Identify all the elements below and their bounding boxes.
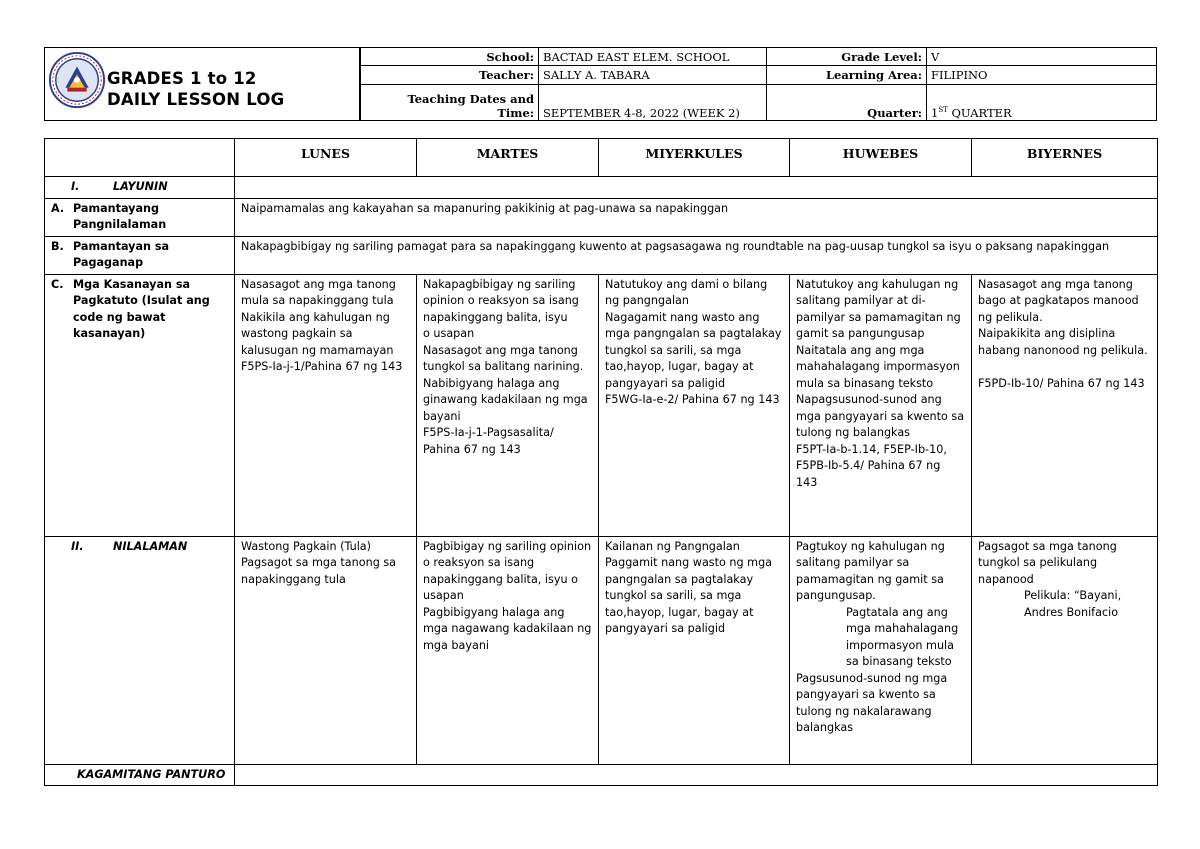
pamantayang-pangnilalaman-text: Naipamamalas ang kakayahan sa mapanuring pakikinig at pag-unawa sa napakinggan	[235, 198, 1158, 236]
kasanayan-miyerkules: Natutukoy ang dami o bilang ng pangngalan Nagagamit nang wasto ang mga pangngalan sa pagtalakay tungkol sa sarili, sa mga tao,hayop, lugar, bagay at pangyayari sa paligid F5WG-Ia-e-2/ Pahina 67 ng 143	[599, 274, 790, 536]
pamantayan-sa-pagaganap-label: B. Pamantayan sa Pagaganap	[45, 236, 235, 274]
nilalaman-biyernes: Pagsagot sa mga tanong tungkol sa pelikulang napanood Pelikula: “Bayani, Andres Bonifacio	[972, 536, 1158, 764]
header-title-block	[44, 47, 360, 121]
layunin-heading: I. LAYUNIN	[45, 177, 235, 199]
deped-seal-icon	[48, 51, 106, 109]
kasanayan-martes: Nakapagbibigay ng sariling opinion o reaksyon sa isang napakinggang balita, isyu o usapan Nasasagot ang mga tanong tungkol sa balitang narining. Nabibigyang halaga ang ginawang kadakilaan ng mga bayani F5PS-Ia-j-1-Pagsasalita/ Pahina 67 ng 143	[417, 274, 599, 536]
teacher-value: SALLY A. TABARA	[539, 66, 767, 84]
pamantayang-pangnilalaman-row	[45, 198, 1158, 236]
nilalaman-row	[45, 536, 1158, 764]
quarter-label: Quarter:	[767, 84, 927, 121]
title-line-1: GRADES 1 to 12	[107, 69, 257, 88]
nilalaman-huwebes: Pagtukoy ng kahulugan ng salitang pamilyar sa pamamagitan ng gamit sa pangungusap. Pagtatala ang ang mga mahahalagang impormasyon mula sa binasang teksto Pagsusunod-sunod ng mga pangyayari sa kwento sa tulong ng nakalarawang balangkas	[790, 536, 972, 764]
school-label: School:	[361, 48, 539, 66]
lesson-log-table	[44, 138, 1158, 786]
kagamitan-content	[235, 764, 1158, 786]
learning-area-label: Learning Area:	[767, 66, 927, 84]
pamantayang-pangnilalaman-label: A. Pamantayang Pangnilalaman	[45, 198, 235, 236]
pamantayan-sa-pagaganap-text: Nakapagbibigay ng sariling pamagat para sa napakinggang kuwento at pagsasagawa ng roundtable na pag-uusap tungkol sa isyu o paksang napakinggan	[235, 236, 1158, 274]
nilalaman-lunes: Wastong Pagkain (Tula) Pagsagot sa mga tanong sa napakinggang tula	[235, 536, 417, 764]
kasanayan-row	[45, 274, 1158, 536]
teaching-dates-label: Teaching Dates and Time:	[361, 84, 539, 121]
grade-level-value: V	[927, 48, 1157, 66]
day-header-miyerkules: MIYERKULES	[599, 139, 790, 177]
nilalaman-martes: Pagbibigay ng sariling opinion o reaksyon sa isang napakinggang balita, isyu o usapan Pagbibigyang halaga ang mga nagawang kadakilaan ng mga bayani	[417, 536, 599, 764]
nilalaman-miyerkules: Kailanan ng Pangngalan Paggamit nang wasto ng mga pangngalan sa pagtalakay tungkol sa sarili, sa mga tao,hayop, lugar, bagay at pangyayari sa paligid	[599, 536, 790, 764]
day-header-huwebes: HUWEBES	[790, 139, 972, 177]
grade-level-label: Grade Level:	[767, 48, 927, 66]
layunin-content	[235, 177, 1158, 199]
kasanayan-label: C. Mga Kasanayan sa Pagkatuto (Isulat ang code ng bawat kasanayan)	[45, 274, 235, 536]
days-header-row	[45, 139, 1158, 177]
teaching-dates-value: SEPTEMBER 4-8, 2022 (WEEK 2)	[539, 84, 767, 121]
quarter-value: 1ST QUARTER	[927, 84, 1157, 121]
teacher-label: Teacher:	[361, 66, 539, 84]
learning-area-value: FILIPINO	[927, 66, 1157, 84]
kasanayan-lunes: Nasasagot ang mga tanong mula sa napakinggang tula Nakikila ang kahulugan ng wastong pagkain sa kalusugan ng mamamayan F5PS-Ia-j-1/Pahina 67 ng 143	[235, 274, 417, 536]
kasanayan-huwebes: Natutukoy ang kahulugan ng salitang pamilyar at di-pamilyar sa pamamagitan ng gamit sa pangungusap Naitatala ang ang mga mahahalagang impormasyon mula sa binasang teksto Napagsusunod-sunod ang mga pangyayari sa kwento sa tulong ng balangkas F5PT-Ia-b-1.14, F5EP-Ib-10, F5PB-Ib-5.4/ Pahina 67 ng 143	[790, 274, 972, 536]
pamantayan-sa-pagaganap-row	[45, 236, 1158, 274]
page-title	[107, 68, 284, 110]
kasanayan-biyernes: Nasasagot ang mga tanong bago at pagkatapos manood ng pelikula. Naipakikita ang disiplina habang nanonood ng pelikula. F5PD-Ib-10/ Pahina 67 ng 143	[972, 274, 1158, 536]
corner-cell	[45, 139, 235, 177]
day-header-lunes: LUNES	[235, 139, 417, 177]
layunin-row	[45, 177, 1158, 199]
kagamitan-heading: KAGAMITANG PANTURO	[45, 764, 235, 786]
header-info-table	[360, 47, 1157, 121]
kagamitan-row	[45, 764, 1158, 786]
school-value: BACTAD EAST ELEM. SCHOOL	[539, 48, 767, 66]
title-line-2: DAILY LESSON LOG	[107, 90, 285, 109]
day-header-martes: MARTES	[417, 139, 599, 177]
day-header-biyernes: BIYERNES	[972, 139, 1158, 177]
nilalaman-heading: II. NILALAMAN	[45, 536, 235, 764]
